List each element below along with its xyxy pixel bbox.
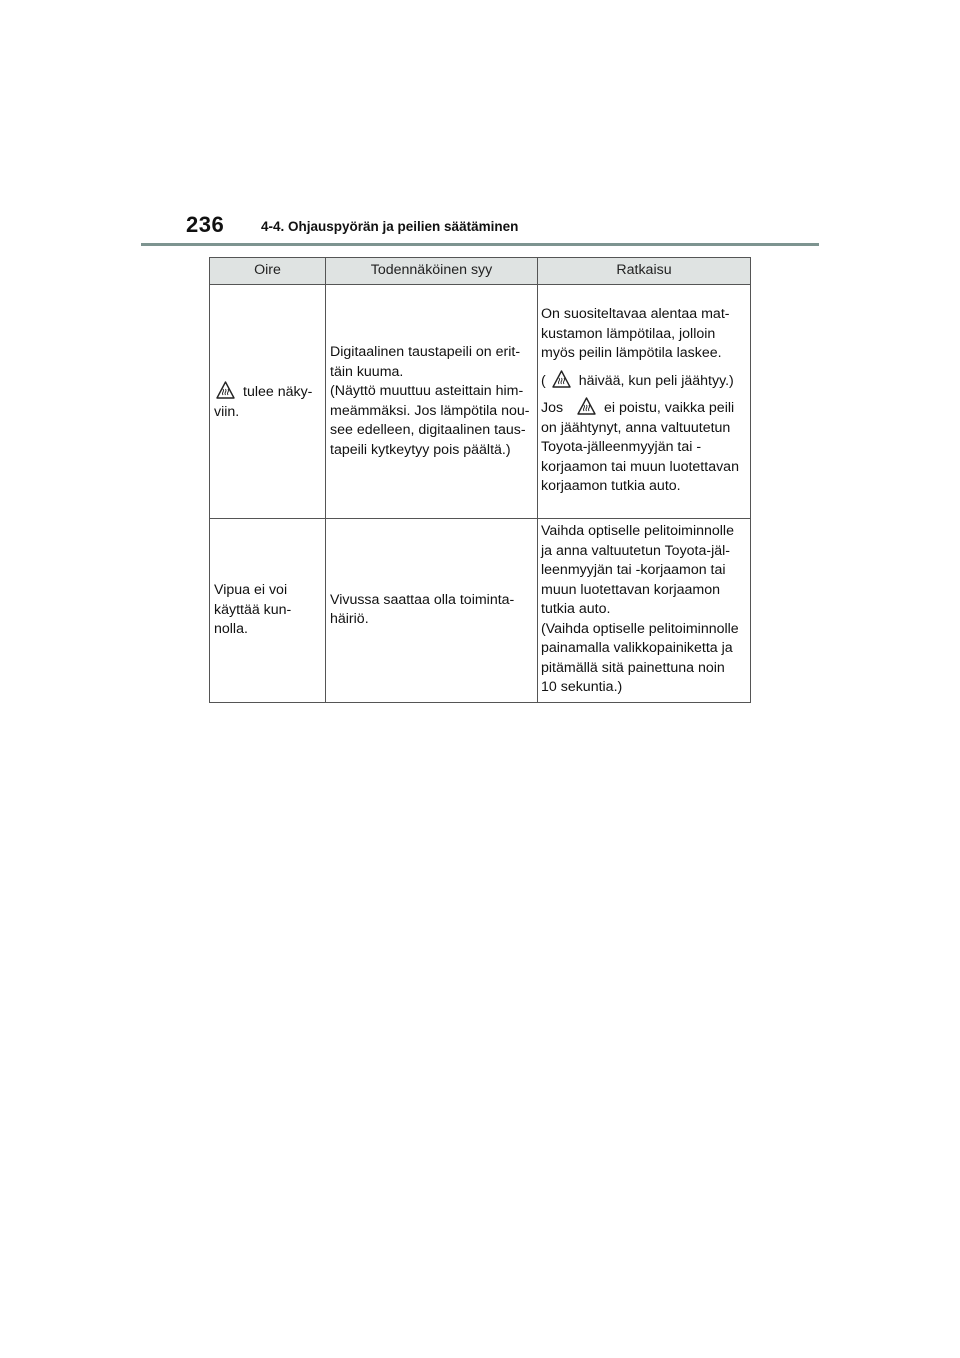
column-header-symptom: Oire — [210, 258, 326, 285]
solution-line: (Vaihda optiselle pelitoiminnolle — [541, 620, 739, 637]
cause-line: meämmäksi. Jos lämpötila nou- — [330, 402, 530, 419]
mirror-heat-warning-icon — [216, 381, 235, 399]
cause-line: see edelleen, digitaalinen taus- — [330, 422, 526, 438]
solution-line: myös peilin lämpötila laskee. — [541, 345, 722, 362]
solution-cell — [538, 285, 751, 519]
solution-line: pitämällä sitä painettuna noin — [541, 659, 725, 676]
solution-line: Vaihda optiselle pelitoiminnolle — [541, 523, 734, 539]
solution-line — [541, 370, 747, 392]
table-row — [210, 519, 751, 703]
cause-line: täin kuuma. — [330, 363, 404, 380]
troubleshooting-table — [209, 257, 751, 703]
symptom-line: käyttää kun- — [214, 601, 292, 618]
symptom-cell — [210, 285, 326, 519]
cause-cell — [326, 519, 538, 703]
solution-line: kustamon lämpötilaa, jolloin — [541, 325, 716, 342]
cause-line: tapeili kytkeytyy pois päältä.) — [330, 441, 511, 458]
symptom-line: nolla. — [214, 621, 248, 637]
solution-cell — [538, 519, 751, 703]
solution-line: korjaamon tutkia auto. — [541, 478, 681, 495]
table-header-row — [210, 258, 751, 285]
cause-line: häiriö. — [330, 611, 369, 628]
paren-rest: häivää, kun peli jäähtyy.) — [578, 372, 734, 389]
column-header-solution: Ratkaisu — [538, 258, 751, 285]
symptom-line: Vipua ei voi — [214, 582, 288, 598]
symptom-text-2: viin. — [214, 403, 240, 420]
cause-cell — [326, 285, 538, 519]
mirror-heat-warning-icon — [577, 397, 596, 415]
symptom-text: tulee näky- — [243, 384, 313, 400]
solution-line: ja anna valtuutetun Toyota-jäl- — [541, 542, 731, 559]
cause-line: (Näyttö muuttuu asteittain him- — [330, 383, 524, 399]
cause-line: Vivussa saattaa olla toiminta- — [330, 591, 515, 608]
mirror-heat-warning-icon — [552, 370, 571, 388]
table-row — [210, 285, 751, 519]
solution-line: On suositeltavaa alentaa mat- — [541, 306, 730, 323]
page-number: 236 — [186, 212, 225, 237]
symptom-line — [214, 381, 321, 403]
solution-line: painamalla valikkopainiketta ja — [541, 640, 733, 656]
solution-line: 10 sekuntia.) — [541, 679, 623, 695]
header-rule — [141, 243, 819, 246]
jos-rest: ei poistu, vaikka peili — [604, 400, 735, 417]
solution-line: muun luotettavan korjaamon — [541, 581, 721, 598]
cause-line: Digitaalinen taustapeili on erit- — [330, 344, 521, 360]
solution-line: Toyota-jälleenmyyjän tai - — [541, 439, 702, 456]
solution-line: korjaamon tai muun luotettavan — [541, 458, 739, 475]
paren-open: ( — [541, 372, 546, 389]
solution-line — [541, 397, 747, 419]
solution-line: on jäähtynyt, anna valtuutetun — [541, 419, 731, 436]
solution-line: tutkia auto. — [541, 601, 611, 617]
section-title: 4-4. Ohjauspyörän ja peilien säätäminen — [261, 219, 519, 234]
jos-text: Jos — [541, 400, 564, 417]
solution-line: leenmyyjän tai -korjaamon tai — [541, 562, 726, 578]
column-header-cause: Todennäköinen syy — [326, 258, 538, 285]
symptom-cell — [210, 519, 326, 703]
